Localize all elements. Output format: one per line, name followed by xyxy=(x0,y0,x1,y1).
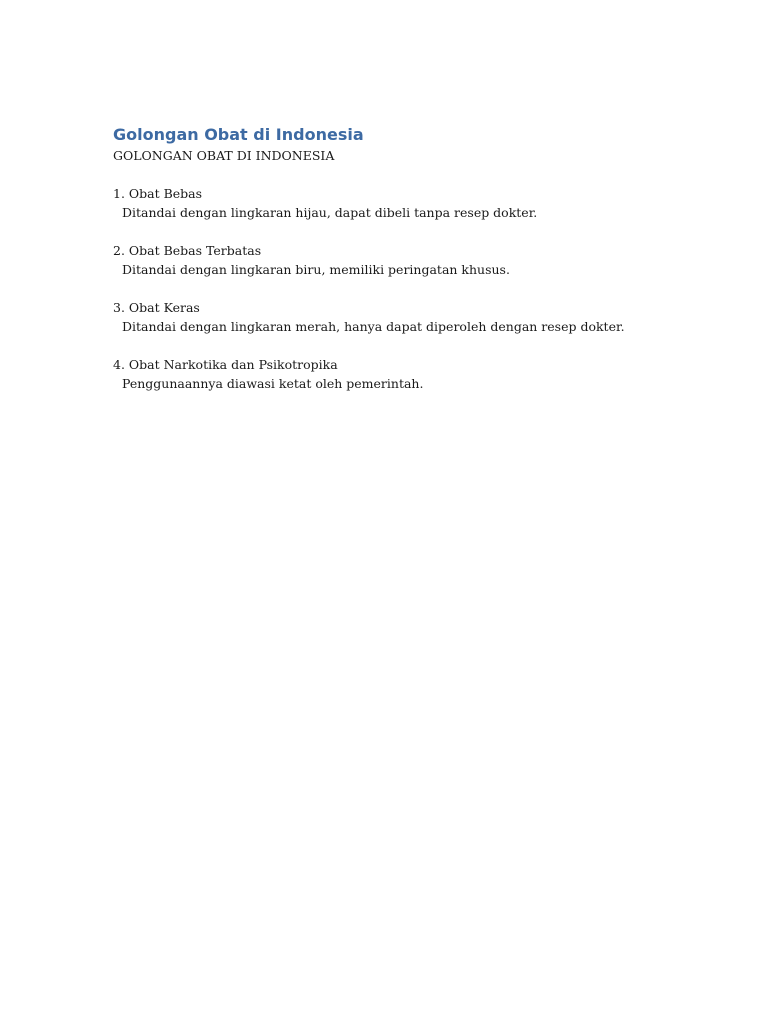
list-item-description: Ditandai dengan lingkaran merah, hanya dapat diperoleh dengan resep dokter. xyxy=(122,319,625,334)
list-item-heading: 2. Obat Bebas Terbatas xyxy=(113,243,262,258)
list-item-description: Ditandai dengan lingkaran biru, memiliki peringatan khusus. xyxy=(122,262,510,277)
list-item-description: Penggunaannya diawasi ketat oleh pemerintah. xyxy=(122,376,424,391)
list-item-description: Ditandai dengan lingkaran hijau, dapat dibeli tanpa resep dokter. xyxy=(122,205,538,220)
list-item-obat-bebas xyxy=(113,186,713,221)
document-subtitle: GOLONGAN OBAT DI INDONESIA xyxy=(113,148,335,163)
list-item-heading: 4. Obat Narkotika dan Psikotropika xyxy=(113,357,338,372)
document-title: Golongan Obat di Indonesia xyxy=(113,125,364,144)
document-body xyxy=(113,124,713,392)
list-item-heading: 1. Obat Bebas xyxy=(113,186,203,201)
list-item-obat-narkotika-psikotropika xyxy=(113,357,713,392)
list-item-obat-keras xyxy=(113,300,713,335)
list-item-obat-bebas-terbatas xyxy=(113,243,713,278)
list-item-heading: 3. Obat Keras xyxy=(113,300,200,315)
